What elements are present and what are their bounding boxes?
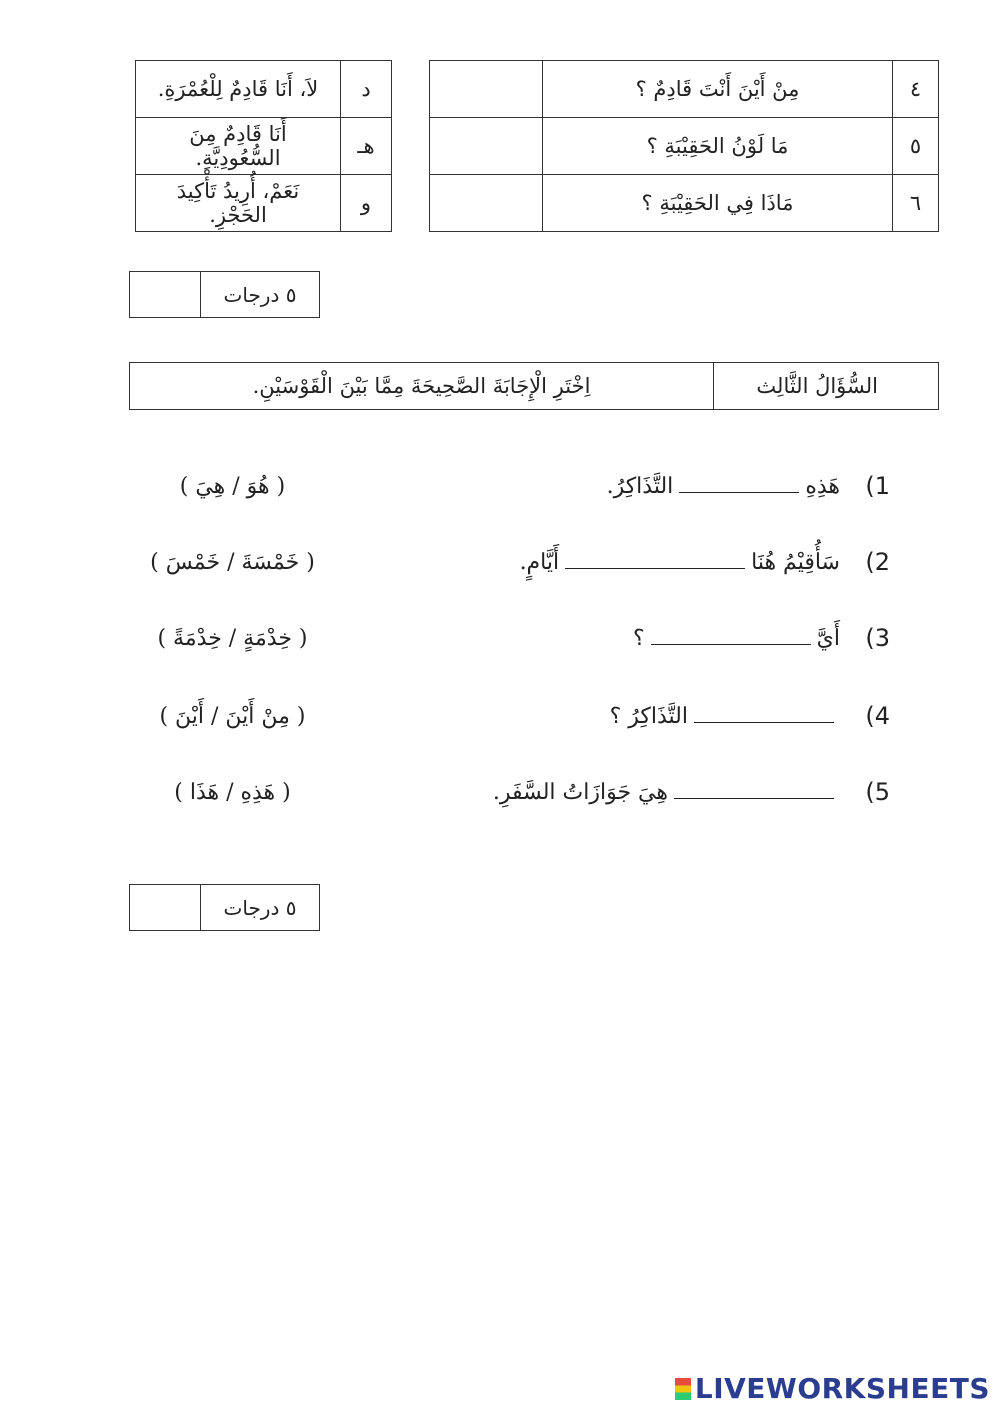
question-number: (1 bbox=[865, 472, 890, 500]
question-item bbox=[140, 778, 890, 822]
sentence-end: التَّذَاكِرُ ؟ bbox=[609, 704, 688, 729]
question-sentence bbox=[610, 704, 840, 729]
answer-letter: د bbox=[341, 61, 392, 118]
answer-options: ( هَذِهِ / هَذَا ) bbox=[174, 780, 291, 805]
question-item bbox=[140, 702, 890, 746]
answer-options: ( مِنْ أَيْنَ / أَيْنَ ) bbox=[159, 704, 306, 729]
answer-text: نَعَمْ، أُرِيدُ تَأْكِيدَ الحَجْزِ. bbox=[136, 175, 341, 232]
question-item bbox=[140, 548, 890, 592]
sentence-start: سَأُقِيْمُ هُنَا bbox=[751, 550, 840, 575]
logo-icon bbox=[675, 1378, 691, 1400]
liveworksheets-logo bbox=[675, 1372, 990, 1405]
section-header bbox=[129, 362, 939, 410]
answer-row bbox=[136, 61, 392, 118]
questions-table bbox=[429, 60, 939, 232]
question-number: (2 bbox=[865, 548, 890, 576]
score-input[interactable] bbox=[130, 272, 201, 317]
answer-options: ( خِدْمَةٍ / خِدْمَةً ) bbox=[157, 626, 308, 651]
question-number: ٥ bbox=[893, 118, 939, 175]
question-number: ٤ bbox=[893, 61, 939, 118]
answers-table bbox=[135, 60, 392, 232]
question-number: (5 bbox=[865, 778, 890, 806]
question-item bbox=[140, 472, 890, 516]
answer-input-box[interactable] bbox=[430, 175, 543, 232]
answer-blank[interactable] bbox=[694, 704, 834, 723]
question-row bbox=[430, 175, 939, 232]
question-row bbox=[430, 61, 939, 118]
question-sentence bbox=[520, 550, 840, 575]
question-text: مَا لَوْنُ الحَقِيْبَةِ ؟ bbox=[543, 118, 893, 175]
answer-text: أَنَا قَادِمٌ مِنَ السُّعُودِيَّةِ. bbox=[136, 118, 341, 175]
section-instruction: اِخْتَرِ الْإِجَابَةَ الصَّحِيحَةَ مِمَّا بَيْنَ الْقَوْسَيْنِ. bbox=[252, 374, 591, 398]
answer-blank[interactable] bbox=[651, 626, 811, 645]
score-label: ٥ درجات bbox=[223, 282, 297, 307]
score-input[interactable] bbox=[130, 885, 201, 930]
answer-text: لاَ، أَنَا قَادِمٌ لِلْعُمْرَةِ. bbox=[136, 61, 341, 118]
answer-row bbox=[136, 175, 392, 232]
question-sentence bbox=[493, 780, 840, 805]
answer-letter: و bbox=[341, 175, 392, 232]
question-number: ٦ bbox=[893, 175, 939, 232]
section-title: السُّؤَالُ الثَّالِث bbox=[713, 363, 938, 409]
score-box bbox=[129, 271, 320, 318]
question-sentence bbox=[633, 626, 840, 651]
answer-letter: هـ bbox=[341, 118, 392, 175]
sentence-start: أَيَّ bbox=[816, 626, 840, 651]
sentence-end: أَيَّامٍ. bbox=[519, 550, 560, 575]
answer-blank[interactable] bbox=[674, 780, 834, 799]
sentence-start: هَذِهِ bbox=[805, 474, 840, 499]
question-number: (4 bbox=[865, 702, 890, 730]
score-box bbox=[129, 884, 320, 931]
logo-text: LIVEWORKSHEETS bbox=[694, 1372, 990, 1405]
question-text: مَاذَا فِي الحَقِيْبَةِ ؟ bbox=[543, 175, 893, 232]
question-sentence bbox=[607, 474, 840, 499]
question-row bbox=[430, 118, 939, 175]
sentence-end: هِيَ جَوَازَاتُ السَّفَرِ. bbox=[492, 780, 668, 805]
question-number: (3 bbox=[865, 624, 890, 652]
sentence-end: ؟ bbox=[632, 626, 645, 651]
answer-input-box[interactable] bbox=[430, 118, 543, 175]
answer-options: ( خَمْسَةَ / خَمْسَ ) bbox=[150, 550, 315, 575]
answer-blank[interactable] bbox=[679, 474, 799, 493]
answer-options: ( هُوَ / هِيَ ) bbox=[179, 474, 286, 499]
score-label: ٥ درجات bbox=[223, 895, 297, 920]
question-item bbox=[140, 624, 890, 668]
answer-blank[interactable] bbox=[565, 550, 745, 569]
sentence-end: التَّذَاكِرُ. bbox=[606, 474, 674, 499]
question-text: مِنْ أَيْنَ أَنْتَ قَادِمٌ ؟ bbox=[543, 61, 893, 118]
answer-row bbox=[136, 118, 392, 175]
answer-input-box[interactable] bbox=[430, 61, 543, 118]
